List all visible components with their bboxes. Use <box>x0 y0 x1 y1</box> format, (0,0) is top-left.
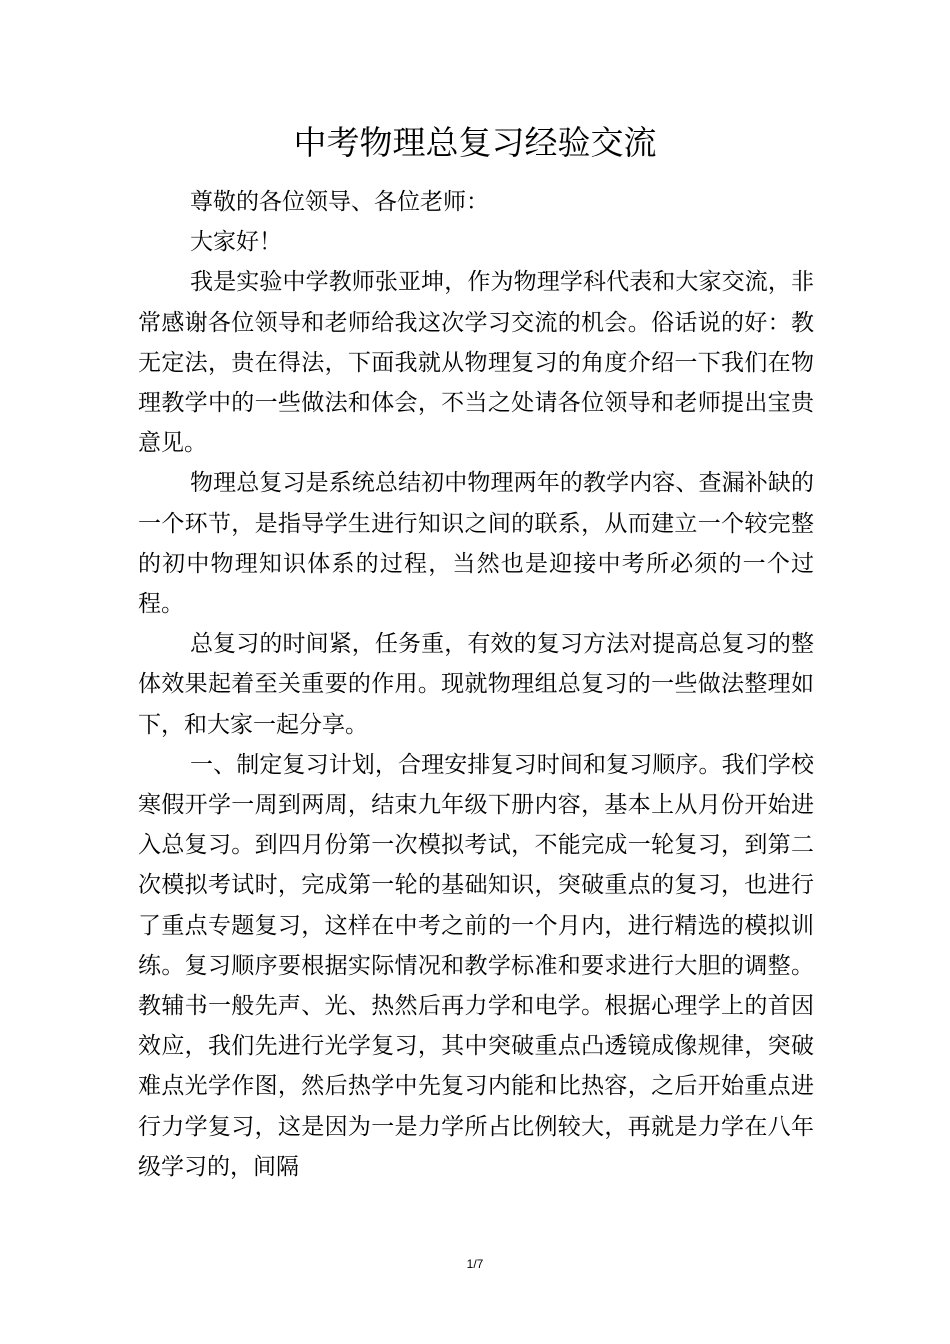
document-title: 中考物理总复习经验交流 <box>293 123 657 162</box>
paragraph-intro: 我是实验中学教师张亚坤，作为物理学科代表和大家交流，非常感谢各位领导和老师给我这次学习交流的机会。俗话说的好：教无定法，贵在得法，下面我就从物理复习的角度介绍一下我们在物理教学中的一些做法和体会，不当之处请各位领导和老师提出宝贵意见。 <box>138 269 814 457</box>
page-number: 1/7 <box>466 1257 484 1271</box>
paragraph-overview: 物理总复习是系统总结初中物理两年的教学内容、查漏补缺的一个环节，是指导学生进行知识之间的联系，从而建立一个较完整的初中物理知识体系的过程，当然也是迎接中考所必须的一个过程。 <box>138 470 814 618</box>
salutation: 尊敬的各位领导、各位老师： <box>190 189 489 215</box>
document-body <box>138 182 814 1187</box>
paragraph-methods: 总复习的时间紧，任务重，有效的复习方法对提高总复习的整体效果起着至关重要的作用。现就物理组总复习的一些做法整理如下，和大家一起分享。 <box>138 631 814 738</box>
paragraph-section-one: 一、制定复习计划，合理安排复习时间和复习顺序。我们学校寒假开学一周到两周，结束九年级下册内容，基本上从月份开始进入总复习。到四月份第一次模拟考试，不能完成一轮复习，到第二次模拟考试时，完成第一轮的基础知识，突破重点的复习，也进行了重点专题复习，这样在中考之前的一个月内，进行精选的模拟训练。复习顺序要根据实际情况和教学标准和要求进行大胆的调整。教辅书一般先声、光、热然后再力学和电学。根据心理学上的首因效应，我们先进行光学复习，其中突破重点凸透镜成像规律，突破难点光学作图，然后热学中先复习内能和比热容，之后开始重点进行力学复习，这是因为一是力学所占比例较大，再就是力学在八年级学习的，间隔 <box>138 751 814 1180</box>
greeting: 大家好！ <box>190 229 282 256</box>
